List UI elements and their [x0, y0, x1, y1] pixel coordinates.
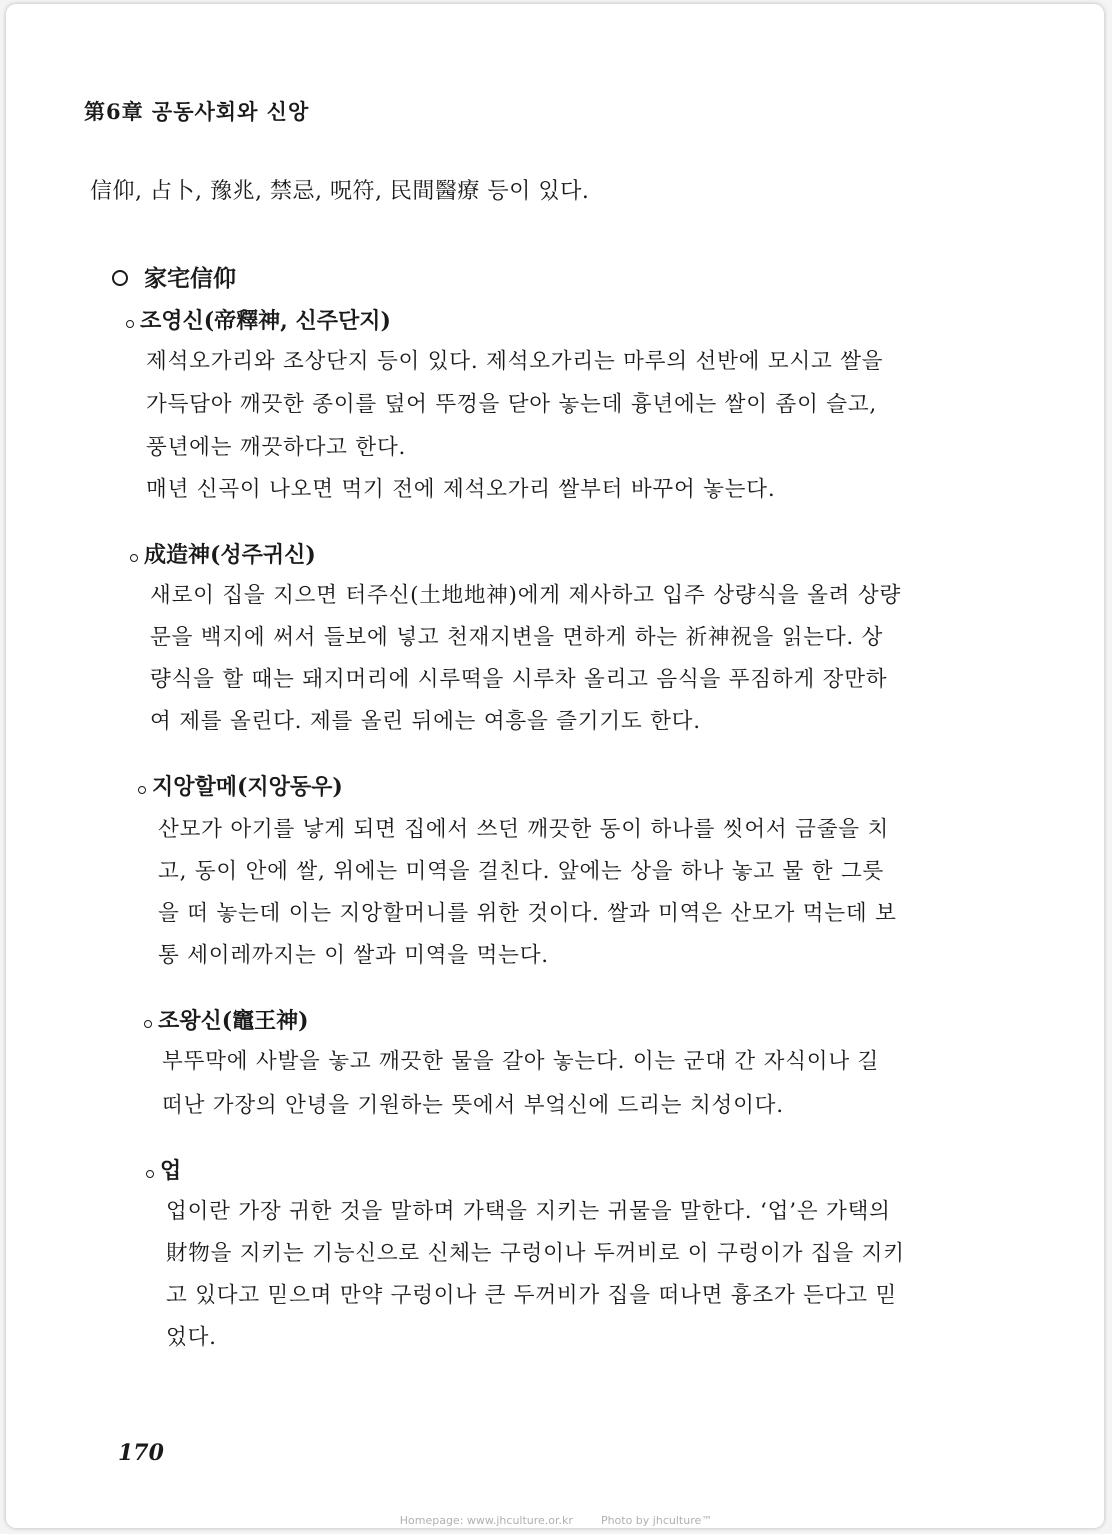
- paragraph-line: 을 떠 놓는데 이는 지앙할머니를 위한 것이다. 쌀과 미역은 산모가 먹는데 보: [158, 901, 897, 926]
- subsection-title-text: 지앙할메(지앙동우): [152, 774, 343, 800]
- paragraph-line: 통 세이레까지는 이 쌀과 미역을 먹는다.: [158, 943, 549, 968]
- footer-photo-credit: Photo by jhculture™: [600, 1514, 713, 1527]
- circle-bullet-icon: [112, 270, 128, 286]
- paragraph-line: 량식을 할 때는 돼지머리에 시루떡을 시루차 올리고 음식을 푸짐하게 장만하: [150, 667, 888, 692]
- paragraph-line: 새로이 집을 지으면 터주신(土地地神)에게 제사하고 입주 상량식을 올려 상량: [150, 583, 902, 608]
- paragraph-line: 제석오가리와 조상단지 등이 있다. 제석오가리는 마루의 선반에 모시고 쌀을: [146, 349, 884, 374]
- paragraph-line: 풍년에는 깨끗하다고 한다.: [146, 435, 407, 460]
- small-circle-bullet-icon: [144, 1020, 152, 1028]
- subsection-title-text: 조영신(帝釋神, 신주단지): [140, 308, 391, 334]
- paragraph-line: 財物을 지키는 기능신으로 신체는 구렁이나 두꺼비로 이 구렁이가 집을 지키: [166, 1241, 905, 1266]
- paragraph-line: 업이란 가장 귀한 것을 말하며 가택을 지키는 귀물을 말한다. ‘업’은 가택의: [166, 1199, 891, 1224]
- small-circle-bullet-icon: [146, 1170, 154, 1178]
- paragraph-line: 고, 동이 안에 쌀, 위에는 미역을 걸친다. 앞에는 상을 하나 놓고 물 한 그릇: [158, 859, 885, 884]
- subsection-title: [126, 304, 391, 335]
- paragraph-line: 여 제를 올린다. 제를 올린 뒤에는 여흥을 즐기기도 한다.: [150, 709, 701, 734]
- page-number: 170: [118, 1440, 164, 1466]
- intro-line: 信仰, 占卜, 豫兆, 禁忌, 呪符, 民間醫療 등이 있다.: [90, 179, 590, 204]
- paragraph-line: 떠난 가장의 안녕을 기원하는 뜻에서 부엌신에 드리는 치성이다.: [162, 1093, 784, 1118]
- paragraph-line: 산모가 아기를 낳게 되면 집에서 쓰던 깨끗한 동이 하나를 씻어서 금줄을 치: [158, 817, 890, 842]
- subsection-title-text: 업: [160, 1158, 182, 1184]
- small-circle-bullet-icon: [126, 320, 134, 328]
- section-title: [112, 260, 236, 293]
- subsection-title-text: 조왕신(竈王神): [158, 1008, 309, 1034]
- paragraph-line: 부뚜막에 사발을 놓고 깨끗한 물을 갈아 놓는다. 이는 군대 간 자식이나 길: [162, 1049, 880, 1074]
- small-circle-bullet-icon: [130, 554, 138, 562]
- paragraph-line: 고 있다고 믿으며 만약 구렁이나 큰 두꺼비가 집을 떠나면 흉조가 든다고 믿: [166, 1283, 898, 1308]
- small-circle-bullet-icon: [138, 786, 146, 794]
- chapter-header: 第6章 공동사회와 신앙: [84, 99, 310, 124]
- subsection-title: [130, 538, 316, 569]
- subsection-title: [146, 1154, 181, 1185]
- section-title-text: 家宅信仰: [144, 265, 236, 292]
- paragraph-line: 문을 백지에 써서 들보에 넣고 천재지변을 면하게 하는 祈神祝을 읽는다. 상: [150, 625, 884, 650]
- footer-homepage: Homepage: www.jhculture.or.kr: [399, 1514, 573, 1527]
- subsection-title: [144, 1004, 309, 1035]
- paragraph-line: 매년 신곡이 나오면 먹기 전에 제석오가리 쌀부터 바꾸어 놓는다.: [146, 477, 776, 502]
- subsection-title: [138, 770, 343, 801]
- paragraph-line: 가득담아 깨끗한 종이를 덮어 뚜껑을 닫아 놓는데 흉년에는 쌀이 좀이 슬고,: [146, 392, 878, 417]
- subsection-title-text: 成造神(성주귀신): [144, 542, 316, 568]
- footer-credit: [0, 1514, 1112, 1527]
- paragraph-line: 었다.: [166, 1325, 217, 1350]
